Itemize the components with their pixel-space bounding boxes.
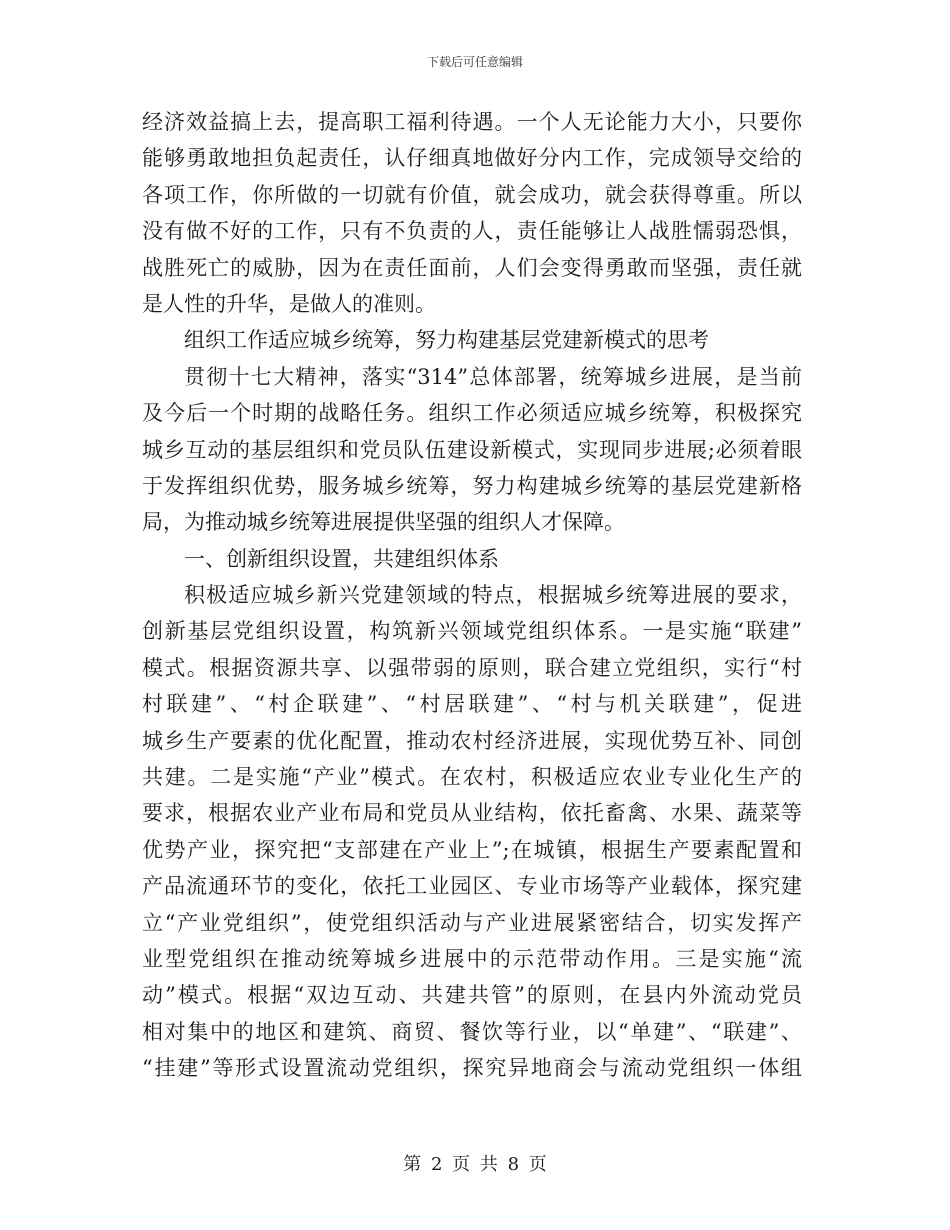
text-line: 城乡互动的基层组织和党员队伍建设新模式，实现同步进展;必须着眼 [142, 437, 802, 462]
text-line: 立“产业党组织”，使党组织活动与产业进展紧密结合，切实发挥产 [142, 910, 802, 935]
text-line: 能够勇敢地担负起责任，认仔细真地做好分内工作，完成领导交给的 [142, 146, 802, 171]
text-line: 创新基层党组织设置，构筑新兴领域党组织体系。一是实施“联建” [142, 619, 802, 644]
text-line: 城乡生产要素的优化配置，推动农村经济进展，实现优势互补、同创 [142, 728, 802, 753]
text-line: 要求，根据农业产业布局和党员从业结构，依托畜禽、水果、蔬菜等 [142, 801, 802, 826]
text-line: 于发挥组织优势，服务城乡统筹，努力构建城乡统筹的基层党建新格 [142, 473, 802, 498]
text-line: 没有做不好的工作，只有不负责的人，责任能够让人战胜懦弱恐惧， [142, 219, 802, 244]
text-line: 相对集中的地区和建筑、商贸、餐饮等行业，以“单建”、“联建”、 [142, 1019, 802, 1044]
text-line: 动”模式。根据“双边互动、共建共管”的原则，在县内外流动党员 [142, 983, 802, 1008]
page-number: 第 2 页 共 8 页 [403, 1154, 547, 1175]
text-line: 贯彻十七大精神，落实“314”总体部署，统筹城乡进展，是当前 [184, 364, 802, 389]
section-heading: 组织工作适应城乡统筹，努力构建基层党建新模式的思考 [184, 328, 709, 353]
text-line: 各项工作，你所做的一切就有价值，就会成功，就会获得尊重。所以 [142, 182, 802, 207]
text-line: 共建。二是实施“产业”模式。在农村，积极适应农业专业化生产的 [142, 765, 802, 790]
text-line: 经济效益搞上去，提高职工福利待遇。一个人无论能力大小，只要你 [142, 110, 802, 134]
text-line: 模式。根据资源共享、以强带弱的原则，联合建立党组织，实行“村 [142, 655, 802, 680]
text-line: 局，为推动城乡统筹进展提供坚强的组织人才保障。 [142, 510, 625, 535]
document-body [142, 104, 802, 1087]
text-line: “挂建”等形式设置流动党组织，探究异地商会与流动党组织一体组 [142, 1056, 802, 1081]
text-line: 积极适应城乡新兴党建领域的特点，根据城乡统筹进展的要求， [184, 583, 802, 608]
text-line: 是人性的升华，是做人的准则。 [142, 291, 436, 316]
text-line: 优势产业，探究把“支部建在产业上”;在城镇，根据生产要素配置和 [142, 837, 802, 862]
text-line: 村联建”、“村企联建”、“村居联建”、“村与机关联建”，促进 [142, 692, 802, 717]
subsection-heading: 一、创新组织设置，共建组织体系 [184, 546, 499, 571]
text-line: 战胜死亡的威胁，因为在责任面前，人们会变得勇敢而坚强，责任就 [142, 255, 802, 280]
page-header-note: 下载后可任意编辑 [426, 55, 523, 69]
text-line: 业型党组织在推动统筹城乡进展中的示范带动作用。三是实施“流 [142, 946, 802, 971]
text-line: 产品流通环节的变化，依托工业园区、专业市场等产业载体，探究建 [142, 874, 802, 899]
text-line: 及今后一个时期的战略任务。组织工作必须适应城乡统筹，积极探究 [142, 401, 802, 426]
